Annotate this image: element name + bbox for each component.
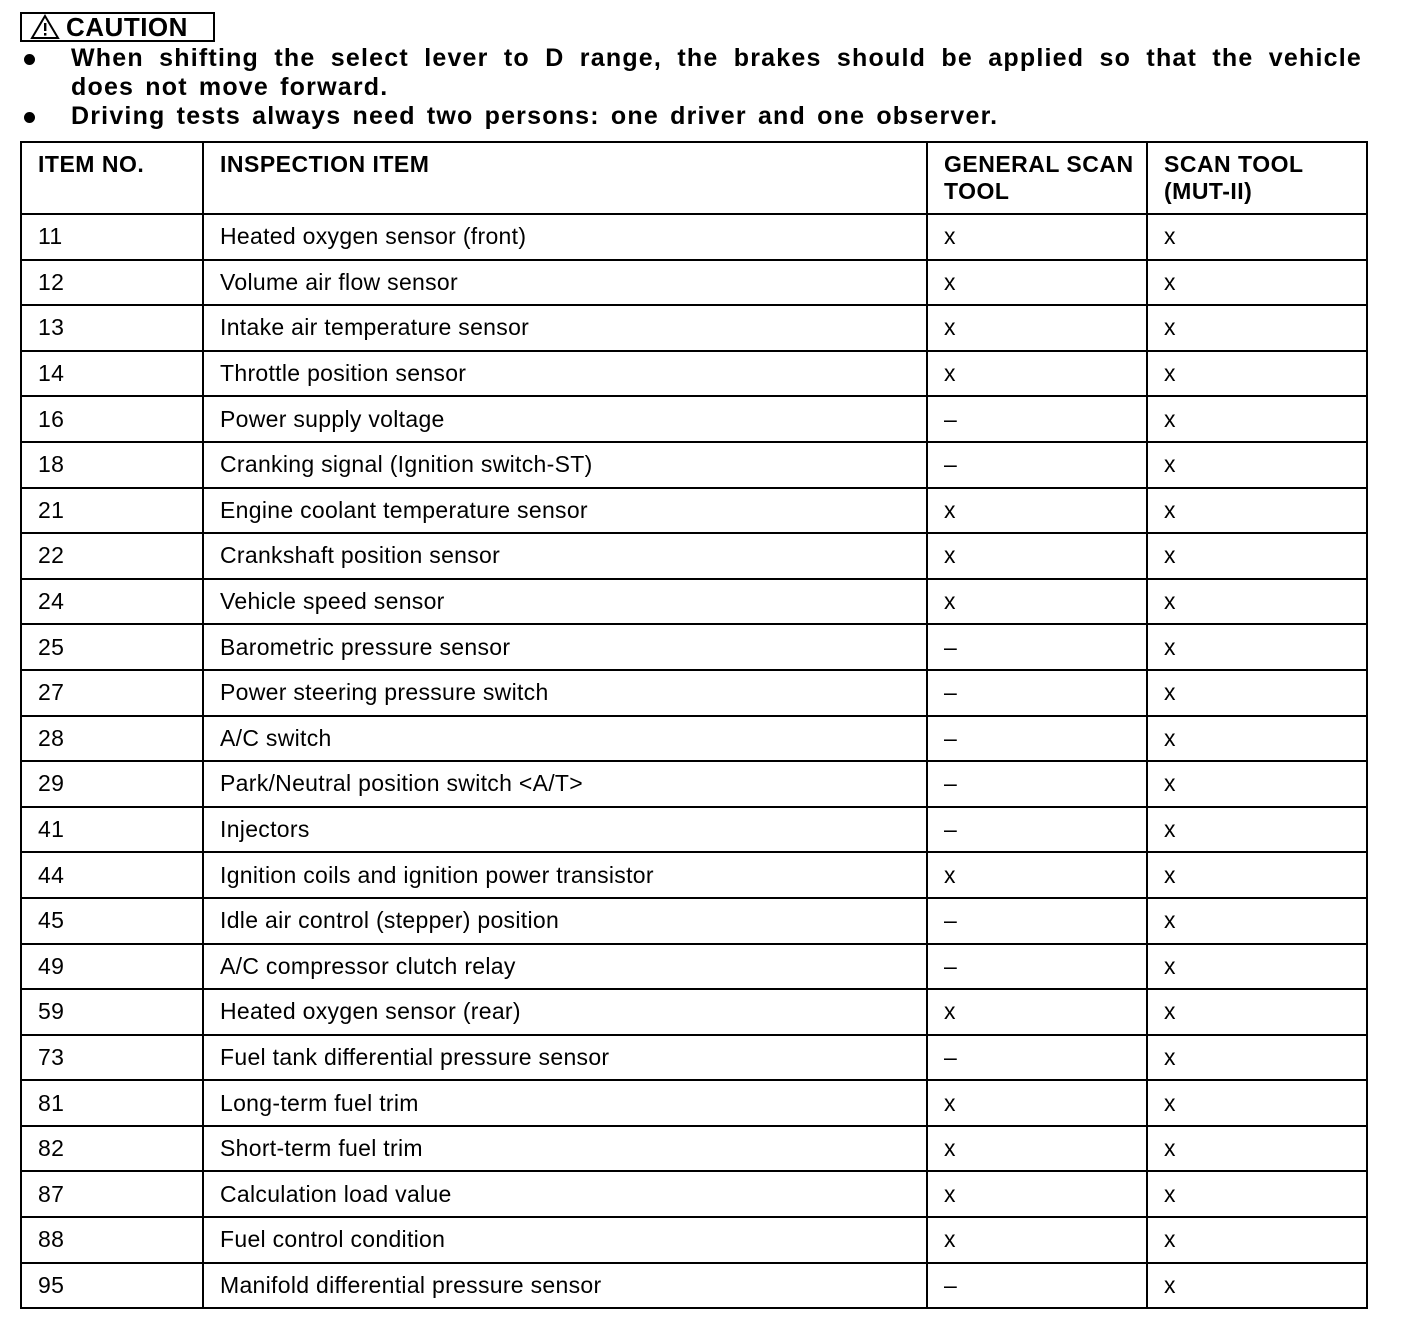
item-number: 49 bbox=[21, 944, 203, 990]
inspection-item: Power supply voltage bbox=[203, 396, 927, 442]
mut-scan-tool-mark: x bbox=[1147, 852, 1367, 898]
mut-scan-tool-mark: x bbox=[1147, 1126, 1367, 1172]
mut-scan-tool-mark: x bbox=[1147, 260, 1367, 306]
mut-scan-tool-mark: x bbox=[1147, 1035, 1367, 1081]
inspection-item: Injectors bbox=[203, 807, 927, 853]
table-row bbox=[21, 1171, 1367, 1217]
item-number: 27 bbox=[21, 670, 203, 716]
inspection-item: Fuel control condition bbox=[203, 1217, 927, 1263]
item-number: 11 bbox=[21, 214, 203, 260]
table-row bbox=[21, 1035, 1367, 1081]
item-number: 73 bbox=[21, 1035, 203, 1081]
general-scan-tool-mark: – bbox=[927, 807, 1147, 853]
inspection-item: Volume air flow sensor bbox=[203, 260, 927, 306]
item-number: 95 bbox=[21, 1263, 203, 1309]
mut-scan-tool-mark: x bbox=[1147, 579, 1367, 625]
table-row bbox=[21, 1217, 1367, 1263]
item-number: 44 bbox=[21, 852, 203, 898]
item-number: 12 bbox=[21, 260, 203, 306]
item-number: 18 bbox=[21, 442, 203, 488]
table-row bbox=[21, 761, 1367, 807]
mut-scan-tool-mark: x bbox=[1147, 624, 1367, 670]
inspection-item: Vehicle speed sensor bbox=[203, 579, 927, 625]
item-number: 21 bbox=[21, 488, 203, 534]
general-scan-tool-mark: x bbox=[927, 351, 1147, 397]
table-row bbox=[21, 852, 1367, 898]
inspection-item: Heated oxygen sensor (rear) bbox=[203, 989, 927, 1035]
general-scan-tool-mark: x bbox=[927, 1217, 1147, 1263]
table-row bbox=[21, 488, 1367, 534]
item-number: 59 bbox=[21, 989, 203, 1035]
mut-scan-tool-mark: x bbox=[1147, 396, 1367, 442]
inspection-item: Intake air temperature sensor bbox=[203, 305, 927, 351]
caution-note bbox=[22, 102, 1362, 131]
inspection-item: Manifold differential pressure sensor bbox=[203, 1263, 927, 1309]
item-number: 24 bbox=[21, 579, 203, 625]
general-scan-tool-mark: x bbox=[927, 989, 1147, 1035]
item-number: 88 bbox=[21, 1217, 203, 1263]
general-scan-tool-mark: – bbox=[927, 1263, 1147, 1309]
item-number: 45 bbox=[21, 898, 203, 944]
general-scan-tool-mark: x bbox=[927, 214, 1147, 260]
general-scan-tool-mark: – bbox=[927, 944, 1147, 990]
mut-scan-tool-mark: x bbox=[1147, 761, 1367, 807]
general-scan-tool-mark: x bbox=[927, 852, 1147, 898]
header-item-no: ITEM NO. bbox=[21, 142, 203, 214]
table-row bbox=[21, 670, 1367, 716]
inspection-item: Barometric pressure sensor bbox=[203, 624, 927, 670]
general-scan-tool-mark: x bbox=[927, 305, 1147, 351]
table-row bbox=[21, 351, 1367, 397]
inspection-item: Ignition coils and ignition power transistor bbox=[203, 852, 927, 898]
mut-scan-tool-mark: x bbox=[1147, 670, 1367, 716]
mut-scan-tool-mark: x bbox=[1147, 716, 1367, 762]
general-scan-tool-mark: x bbox=[927, 579, 1147, 625]
header-scan-tool-mut: SCAN TOOL (MUT-II) bbox=[1147, 142, 1367, 214]
header-general-scan-tool: GENERAL SCAN TOOL bbox=[927, 142, 1147, 214]
general-scan-tool-mark: x bbox=[927, 488, 1147, 534]
note-text: When shifting the select lever to D range, the brakes should be applied so that the vehicle does not move forward. bbox=[71, 44, 1362, 101]
table-row bbox=[21, 442, 1367, 488]
mut-scan-tool-mark: x bbox=[1147, 898, 1367, 944]
general-scan-tool-mark: – bbox=[927, 670, 1147, 716]
inspection-item: Power steering pressure switch bbox=[203, 670, 927, 716]
caution-box bbox=[20, 12, 215, 42]
table-row bbox=[21, 716, 1367, 762]
bullet-icon bbox=[24, 112, 35, 123]
general-scan-tool-mark: – bbox=[927, 716, 1147, 762]
inspection-table bbox=[20, 141, 1368, 1309]
bullet-icon bbox=[24, 54, 35, 65]
item-number: 81 bbox=[21, 1080, 203, 1126]
table-body bbox=[21, 214, 1367, 1308]
inspection-item: Cranking signal (Ignition switch-ST) bbox=[203, 442, 927, 488]
table-row bbox=[21, 1126, 1367, 1172]
inspection-item: A/C switch bbox=[203, 716, 927, 762]
inspection-item: Fuel tank differential pressure sensor bbox=[203, 1035, 927, 1081]
general-scan-tool-mark: – bbox=[927, 624, 1147, 670]
inspection-item: A/C compressor clutch relay bbox=[203, 944, 927, 990]
table-row bbox=[21, 260, 1367, 306]
mut-scan-tool-mark: x bbox=[1147, 807, 1367, 853]
table-row bbox=[21, 1080, 1367, 1126]
mut-scan-tool-mark: x bbox=[1147, 488, 1367, 534]
mut-scan-tool-mark: x bbox=[1147, 533, 1367, 579]
inspection-item: Calculation load value bbox=[203, 1171, 927, 1217]
table-row bbox=[21, 533, 1367, 579]
item-number: 41 bbox=[21, 807, 203, 853]
inspection-item: Short-term fuel trim bbox=[203, 1126, 927, 1172]
general-scan-tool-mark: – bbox=[927, 442, 1147, 488]
mut-scan-tool-mark: x bbox=[1147, 351, 1367, 397]
item-number: 28 bbox=[21, 716, 203, 762]
item-number: 29 bbox=[21, 761, 203, 807]
table-row bbox=[21, 396, 1367, 442]
item-number: 13 bbox=[21, 305, 203, 351]
mut-scan-tool-mark: x bbox=[1147, 214, 1367, 260]
item-number: 16 bbox=[21, 396, 203, 442]
table-row bbox=[21, 807, 1367, 853]
note-text: Driving tests always need two persons: one driver and one observer. bbox=[71, 102, 999, 130]
mut-scan-tool-mark: x bbox=[1147, 1080, 1367, 1126]
caution-note bbox=[22, 44, 1362, 102]
table-row bbox=[21, 1263, 1367, 1309]
item-number: 22 bbox=[21, 533, 203, 579]
table-row bbox=[21, 579, 1367, 625]
mut-scan-tool-mark: x bbox=[1147, 305, 1367, 351]
general-scan-tool-mark: x bbox=[927, 1080, 1147, 1126]
caution-label: CAUTION bbox=[66, 11, 188, 42]
general-scan-tool-mark: – bbox=[927, 396, 1147, 442]
general-scan-tool-mark: x bbox=[927, 1171, 1147, 1217]
inspection-item: Throttle position sensor bbox=[203, 351, 927, 397]
general-scan-tool-mark: x bbox=[927, 260, 1147, 306]
table-row bbox=[21, 305, 1367, 351]
mut-scan-tool-mark: x bbox=[1147, 1217, 1367, 1263]
caution-notes bbox=[22, 44, 1362, 131]
inspection-item: Long-term fuel trim bbox=[203, 1080, 927, 1126]
table-row bbox=[21, 214, 1367, 260]
general-scan-tool-mark: – bbox=[927, 1035, 1147, 1081]
table-row bbox=[21, 944, 1367, 990]
table-row bbox=[21, 989, 1367, 1035]
inspection-item: Idle air control (stepper) position bbox=[203, 898, 927, 944]
inspection-item: Crankshaft position sensor bbox=[203, 533, 927, 579]
header-inspection-item: INSPECTION ITEM bbox=[203, 142, 927, 214]
table-row bbox=[21, 898, 1367, 944]
item-number: 82 bbox=[21, 1126, 203, 1172]
general-scan-tool-mark: – bbox=[927, 761, 1147, 807]
item-number: 25 bbox=[21, 624, 203, 670]
table-header-row bbox=[21, 142, 1367, 214]
warning-icon bbox=[30, 14, 60, 40]
inspection-item: Heated oxygen sensor (front) bbox=[203, 214, 927, 260]
item-number: 14 bbox=[21, 351, 203, 397]
table-row bbox=[21, 624, 1367, 670]
inspection-item: Engine coolant temperature sensor bbox=[203, 488, 927, 534]
mut-scan-tool-mark: x bbox=[1147, 989, 1367, 1035]
general-scan-tool-mark: x bbox=[927, 1126, 1147, 1172]
item-number: 87 bbox=[21, 1171, 203, 1217]
mut-scan-tool-mark: x bbox=[1147, 442, 1367, 488]
mut-scan-tool-mark: x bbox=[1147, 1263, 1367, 1309]
general-scan-tool-mark: x bbox=[927, 533, 1147, 579]
general-scan-tool-mark: – bbox=[927, 898, 1147, 944]
mut-scan-tool-mark: x bbox=[1147, 944, 1367, 990]
mut-scan-tool-mark: x bbox=[1147, 1171, 1367, 1217]
inspection-item: Park/Neutral position switch <A/T> bbox=[203, 761, 927, 807]
